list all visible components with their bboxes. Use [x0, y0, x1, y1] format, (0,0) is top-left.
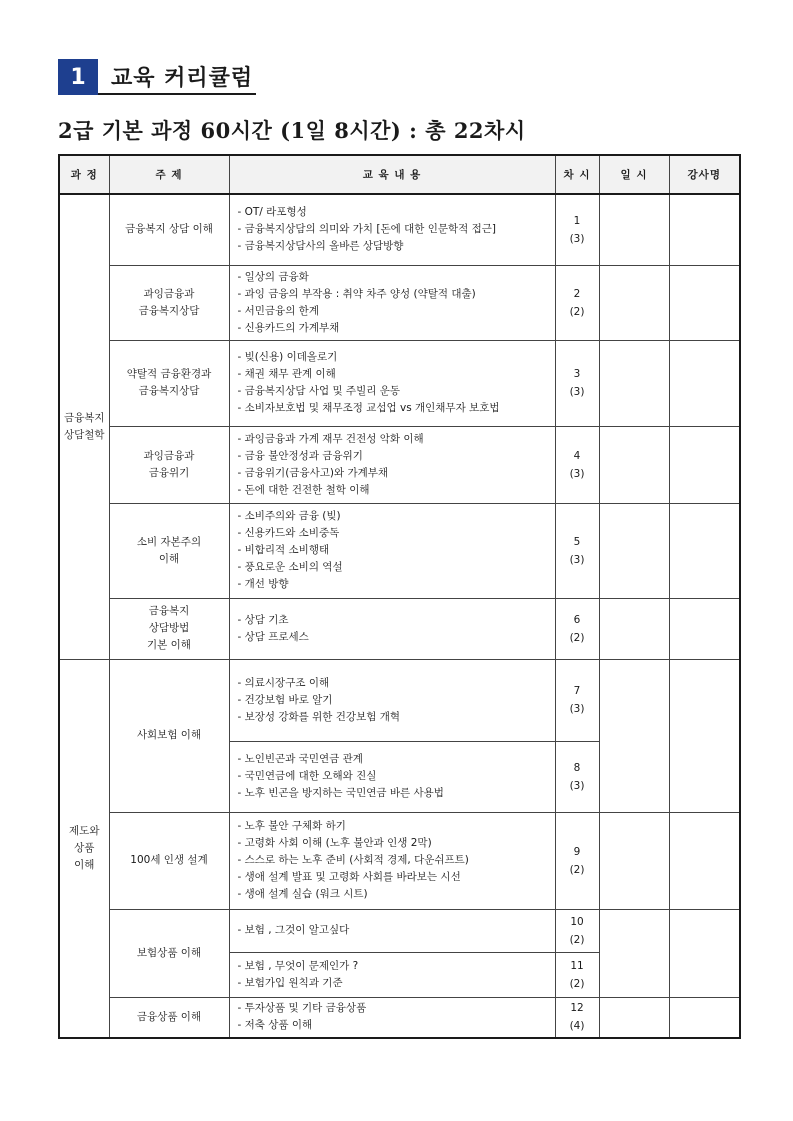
content-list [238, 612, 547, 646]
content-item: - 빚(신용) 이데올로기 [237, 351, 338, 363]
content-item: - 노후 불안 구체화 하기 [237, 820, 346, 832]
date-cell [599, 812, 669, 909]
session-number: 6 [573, 613, 581, 626]
content-item: - 노인빈곤과 국민연금 관계 [237, 753, 363, 765]
content-cell [229, 909, 555, 952]
content-item: - 보험가입 원칙과 기준 [237, 976, 343, 989]
instructor-cell [669, 426, 740, 503]
session-hours: (2) [569, 305, 585, 318]
header-date: 일 시 [599, 155, 669, 194]
topic-cell: 금융상품 이해 [109, 997, 229, 1038]
header-topic: 주 제 [109, 155, 229, 194]
content-item: - 노후 빈곤을 방지하는 국민연금 바른 사용법 [237, 787, 444, 799]
topic-cell: 100세 인생 설계 [109, 812, 229, 909]
table-row [59, 997, 740, 1038]
session-number: 7 [573, 685, 581, 697]
instructor-cell [669, 503, 740, 598]
content-item: - 일상의 금융화 [237, 270, 309, 283]
content-list [238, 508, 547, 593]
table-row [59, 503, 740, 598]
session-number: 9 [573, 845, 581, 858]
session-number: 12 [570, 1002, 584, 1015]
content-item: - 상담 프로세스 [237, 630, 309, 643]
instructor-cell [669, 812, 740, 909]
table-row [59, 340, 740, 426]
table-row [59, 194, 740, 265]
content-item: - 투자상품 및 기타 금융상품 [237, 1002, 367, 1015]
instructor-cell [669, 265, 740, 340]
table-row [59, 812, 740, 909]
content-item: - 국민연금에 대한 오해와 진실 [237, 770, 377, 782]
content-cell [229, 659, 555, 741]
session-number: 8 [573, 761, 581, 774]
session-cell [555, 265, 599, 340]
content-item: - 소비자보호법 및 채무조정 교섭업 vs 개인채무자 보호법 [237, 402, 500, 414]
session-number: 1 [573, 214, 581, 227]
content-item: - 금융 불안정성과 금융위기 [237, 449, 363, 462]
content-list [238, 818, 547, 903]
table-row [59, 598, 740, 659]
topic-cell: 소비 자본주의 이해 [109, 503, 229, 598]
header-course: 과 정 [59, 155, 109, 194]
content-cell [229, 194, 555, 265]
table-body [59, 194, 740, 1038]
section-heading [58, 59, 256, 97]
content-item: - 과잉 금융의 부작용 : 취약 차주 양성 (약탈적 대출) [237, 287, 476, 300]
session-hours: (3) [569, 553, 585, 566]
content-cell [229, 598, 555, 659]
course-title: 2급 기본 과정 60시간 (1일 8시간) : 총 22차시 [58, 118, 526, 143]
content-item: - 보장성 강화를 위한 건강보험 개혁 [237, 710, 400, 723]
date-cell [599, 426, 669, 503]
content-list [238, 204, 547, 255]
session-cell [555, 659, 599, 741]
session-cell [555, 952, 599, 997]
content-item: - 신용카드와 소비중독 [237, 527, 340, 539]
content-item: - 서민금융의 한계 [237, 304, 319, 317]
table-header-row [59, 155, 740, 194]
content-item: - 상담 기초 [237, 613, 289, 626]
topic-cell: 약탈적 금융환경과 금융복지상담 [109, 340, 229, 426]
content-item: - 신용카드의 가계부채 [237, 321, 340, 334]
content-item: - 비합리적 소비행태 [237, 544, 330, 556]
table-row [59, 265, 740, 340]
topic-cell: 과잉금융과 금융위기 [109, 426, 229, 503]
date-cell [599, 194, 669, 265]
topic-cell: 보험상품 이해 [109, 909, 229, 997]
date-cell [599, 909, 669, 997]
session-cell [555, 909, 599, 952]
content-cell [229, 952, 555, 997]
content-item: - 금융위기(금융사고)와 가계부채 [237, 466, 389, 479]
content-cell [229, 265, 555, 340]
instructor-cell [669, 659, 740, 812]
session-hours: (2) [569, 631, 585, 644]
date-cell [599, 265, 669, 340]
content-item: - 보험 , 그것이 알고싶다 [237, 924, 350, 936]
content-item: - 금융복지상담의 의미와 가치 [돈에 대한 인문학적 접근] [237, 223, 496, 236]
instructor-cell [669, 909, 740, 997]
section-title: 교육 커리큘럼 [111, 66, 254, 91]
table-row [59, 426, 740, 503]
header-instructor: 강사명 [669, 155, 740, 194]
content-item: - 의료시장구조 이해 [237, 676, 330, 689]
content-list [238, 675, 547, 726]
content-item: - 보험 , 무엇이 문제인가 ? [237, 959, 359, 972]
content-item: - 생애 설계 발표 및 고령화 사회를 바라보는 시선 [237, 871, 461, 883]
content-item: - 스스로 하는 노후 준비 (사회적 경제, 다운쉬프트) [237, 854, 469, 866]
session-hours: (3) [569, 779, 585, 792]
content-cell [229, 426, 555, 503]
content-cell [229, 340, 555, 426]
session-hours: (4) [569, 1020, 585, 1033]
content-item: - OT/ 라포형성 [237, 206, 307, 219]
table-row [59, 659, 740, 741]
content-cell [229, 812, 555, 909]
date-cell [599, 503, 669, 598]
content-item: - 채권 채무 관계 이해 [237, 368, 336, 380]
session-number: 11 [570, 959, 584, 972]
session-cell [555, 741, 599, 812]
topic-cell: 금융복지 상담방법 기본 이해 [109, 598, 229, 659]
session-number: 5 [573, 535, 581, 548]
date-cell [599, 340, 669, 426]
date-cell [599, 598, 669, 659]
session-cell [555, 340, 599, 426]
header-session: 차 시 [555, 155, 599, 194]
session-hours: (2) [569, 863, 585, 876]
session-number: 3 [573, 368, 581, 380]
content-cell [229, 997, 555, 1038]
topic-cell: 사회보험 이해 [109, 659, 229, 812]
content-list [238, 269, 547, 337]
session-number: 10 [570, 915, 584, 928]
session-hours: (2) [569, 933, 585, 946]
section-number: 1 [58, 59, 98, 95]
instructor-cell [669, 598, 740, 659]
session-hours: (2) [569, 977, 585, 990]
instructor-cell [669, 340, 740, 426]
topic-cell: 금융복지 상담 이해 [109, 194, 229, 265]
session-hours: (3) [569, 386, 585, 398]
section-underline [98, 93, 256, 95]
course-cell: 금융복지 상담철학 [59, 194, 109, 659]
session-hours: (3) [569, 703, 585, 715]
content-item: - 소비주의와 금융 (빚) [237, 510, 341, 522]
instructor-cell [669, 997, 740, 1038]
content-item: - 금융복지상담사의 올바른 상담방향 [237, 240, 404, 253]
session-number: 4 [573, 449, 581, 462]
content-cell [229, 741, 555, 812]
content-list [238, 922, 547, 939]
session-cell [555, 997, 599, 1038]
content-cell [229, 503, 555, 598]
topic-cell: 과잉금융과 금융복지상담 [109, 265, 229, 340]
session-number: 2 [573, 287, 581, 300]
session-cell [555, 598, 599, 659]
content-item: - 풍요로운 소비의 역설 [237, 561, 343, 573]
content-item: - 돈에 대한 건전한 철학 이해 [237, 483, 370, 496]
session-hours: (3) [569, 232, 585, 245]
session-hours: (3) [569, 467, 585, 480]
content-item: - 건강보험 바로 알기 [237, 693, 333, 706]
content-item: - 고령화 사회 이해 (노후 불안과 인생 2막) [237, 837, 432, 849]
date-cell [599, 659, 669, 812]
session-cell [555, 503, 599, 598]
curriculum-table [58, 154, 741, 1039]
header-content: 교 육 내 용 [229, 155, 555, 194]
session-cell [555, 194, 599, 265]
course-cell: 제도와 상품 이해 [59, 659, 109, 1038]
content-list [238, 958, 547, 992]
content-list [238, 1000, 547, 1034]
content-item: - 금융복지상담 사업 및 주빌리 운동 [237, 385, 400, 397]
session-cell [555, 812, 599, 909]
content-list [238, 751, 547, 802]
session-cell [555, 426, 599, 503]
instructor-cell [669, 194, 740, 265]
content-item: - 생애 설계 실습 (워크 시트) [237, 888, 368, 900]
table-row [59, 909, 740, 952]
content-item: - 개선 방향 [237, 578, 289, 590]
content-list [238, 431, 547, 499]
content-list [238, 349, 547, 417]
content-item: - 과잉금융과 가계 재무 건전성 악화 이해 [237, 432, 424, 445]
date-cell [599, 997, 669, 1038]
content-item: - 저축 상품 이해 [237, 1019, 313, 1032]
